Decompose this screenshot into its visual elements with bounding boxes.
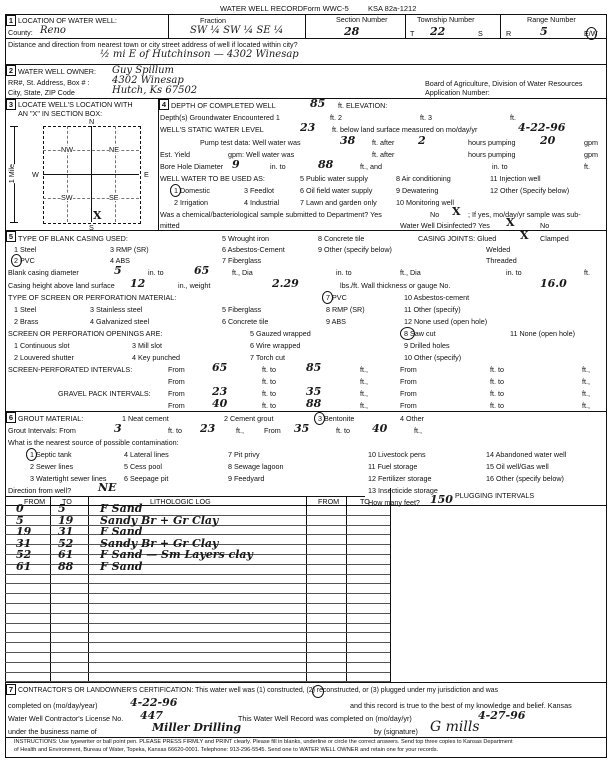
opening-4[interactable]: 4 Key punched: [132, 353, 180, 362]
gravel-from-value-1[interactable]: 23: [212, 385, 228, 398]
use-8[interactable]: 8 Air conditioning: [396, 174, 451, 183]
constructed-circle: [312, 685, 324, 698]
casing-4[interactable]: 4 ABS: [110, 256, 130, 265]
weight-value[interactable]: 2.29: [272, 277, 299, 290]
form-number: Form WWC-5: [303, 4, 349, 13]
log-to[interactable]: 31: [58, 525, 74, 539]
screen-pvc-circle: [322, 291, 333, 304]
weight-unit: lbs./ft. Wall thickness or gauge No.: [340, 281, 451, 290]
sw-label: SW: [61, 193, 73, 202]
grout-to-1[interactable]: 23: [200, 422, 216, 435]
city-label: City, State, ZIP Code: [8, 88, 75, 97]
application-label: Application Number:: [425, 88, 490, 97]
perforated-label: SCREEN-PERFORATED INTERVALS:: [8, 365, 133, 374]
saw-cut-circle: [400, 327, 415, 340]
business-label: under the business name of: [8, 727, 97, 736]
perf-from-1: From: [168, 365, 185, 374]
casing-1[interactable]: 1 Steel: [14, 245, 37, 254]
screen-9[interactable]: 9 ABS: [326, 317, 346, 326]
diameter-in: in. to: [148, 268, 164, 277]
gpm-label: gpm: [584, 138, 598, 147]
use-7[interactable]: 7 Lawn and garden only: [300, 198, 377, 207]
yield-after: ft. after: [372, 150, 395, 159]
perf-ft-1: ft.,: [360, 365, 368, 374]
how-many-feet-value[interactable]: 150: [430, 493, 453, 506]
casing-3[interactable]: 3 RMP (SR): [110, 245, 149, 254]
log-desc[interactable]: Sandy Br + Gr Clay: [100, 536, 219, 550]
groundwater-2: ft. 2: [330, 113, 342, 122]
use-5[interactable]: 5 Public water supply: [300, 174, 368, 183]
distance-value[interactable]: ½ mi E of Hutchinson — 4302 Winesap: [100, 49, 299, 60]
section-6-number: 6: [6, 412, 16, 423]
screen-label: TYPE OF SCREEN OR PERFORATION MATERIAL:: [8, 293, 177, 302]
yield-label: Est. Yield: [160, 150, 190, 159]
contam-4[interactable]: 4 Lateral lines: [124, 450, 169, 459]
log-rule: [5, 593, 390, 594]
grout-from-label-2: From: [264, 426, 281, 435]
log-rule: [5, 603, 390, 604]
use-12[interactable]: 12 Other (Specify below): [490, 186, 570, 195]
fraction-label: Fraction: [200, 16, 226, 25]
township-value[interactable]: 22: [430, 25, 446, 38]
log-rule: [5, 642, 390, 643]
groundwater-3: ft. 3: [420, 113, 432, 122]
owner-label: WATER WELL OWNER:: [18, 67, 96, 76]
perf-from-value[interactable]: 65: [212, 361, 228, 374]
gravel-from-3: From: [168, 401, 185, 410]
disinfected-label: Water Well Disinfected? Yes: [400, 221, 490, 230]
groundwater-label: Depth(s) Groundwater Encountered 1: [160, 113, 280, 122]
completed-label: completed on (mo/day/year): [8, 701, 98, 710]
section-5-number: 5: [6, 231, 16, 242]
perf-ft-3: ft.,: [360, 377, 368, 386]
height-value[interactable]: 12: [130, 277, 146, 290]
height-in: in., weight: [178, 281, 211, 290]
bore-to-value[interactable]: 88: [318, 158, 334, 171]
perf-to-3: ft. to: [262, 377, 276, 386]
grout-to-label-1: ft. to: [168, 426, 182, 435]
perf-ft-2: ft.,: [582, 365, 590, 374]
pvc-circle: [11, 254, 22, 267]
opening-10[interactable]: 10 Other (specify): [404, 353, 462, 362]
direction-value[interactable]: NE: [98, 481, 117, 494]
record-completed-label: This Water Well Record was completed on (mo/day/yr): [238, 714, 412, 723]
use-1-domestic[interactable]: 1 Domestic: [174, 186, 210, 195]
perf-from-4: From: [400, 377, 417, 386]
range-label: Range Number: [527, 15, 576, 24]
lithologic-log-header: LITHOLOGIC LOG: [150, 497, 211, 506]
gravel-ft-4: ft.,: [582, 401, 590, 410]
contam-14[interactable]: 14 Abandoned water well: [486, 450, 567, 459]
log-from[interactable]: 31: [16, 536, 32, 550]
perf-to-4: ft. to: [490, 377, 504, 386]
contam-16[interactable]: 16 Other (specify below): [486, 474, 564, 483]
use-3[interactable]: 3 Feedlot: [244, 186, 274, 195]
grout-from-1[interactable]: 3: [114, 422, 122, 435]
owner-value[interactable]: Guy Spillum: [112, 65, 175, 76]
log-to[interactable]: 52: [58, 536, 74, 550]
static-date[interactable]: 4-22-96: [518, 121, 566, 134]
well-location-mark: X: [93, 209, 102, 222]
locate-label-2: AN "X" IN SECTION BOX:: [18, 109, 103, 118]
screen-11[interactable]: 11 Other (specify): [404, 305, 461, 314]
diameter-ft-2: ft., Dia: [400, 268, 421, 277]
grout-3-bentonite[interactable]: 3 Bentonite: [318, 414, 355, 423]
log-desc[interactable]: F Sand: [100, 502, 143, 515]
disinfected-no[interactable]: No: [540, 221, 550, 230]
log-desc[interactable]: F Sand: [100, 560, 143, 573]
south-label: S: [89, 223, 94, 232]
distance-label: Distance and direction from nearest town or city street address of well if located within city?: [8, 40, 298, 49]
diameter-ft-3: ft.: [584, 268, 590, 277]
use-label: WELL WATER TO BE USED AS:: [160, 174, 265, 183]
contam-8[interactable]: 8 Sewage lagoon: [228, 462, 284, 471]
screen-12[interactable]: 12 None used (open hole): [404, 317, 488, 326]
grout-label: GROUT MATERIAL:: [18, 414, 84, 423]
section-box[interactable]: [43, 126, 139, 222]
contamination-label: What is the nearest source of possible contamination:: [8, 438, 179, 447]
signature-label: by (signature): [374, 727, 418, 736]
gravel-to-4: ft. to: [490, 401, 504, 410]
casing-label: TYPE OF BLANK CASING USED:: [18, 234, 128, 243]
opening-1[interactable]: 1 Continuous slot: [14, 341, 70, 350]
joints-clamped[interactable]: Clamped: [540, 234, 569, 243]
opening-8-saw-cut[interactable]: 8 Saw cut: [404, 329, 436, 338]
how-many-feet-label: How many feet?: [368, 498, 420, 507]
township-prefix: T: [410, 29, 415, 38]
east-label: E: [144, 170, 149, 179]
business-value[interactable]: Miller Drilling: [152, 721, 242, 734]
contam-10[interactable]: 10 Livestock pens: [368, 450, 426, 459]
diameter-label: Blank casing diameter: [8, 268, 79, 277]
elevation-label: ft. ELEVATION:: [338, 101, 388, 110]
log-from[interactable]: 52: [16, 548, 32, 562]
range-prefix: R: [506, 29, 512, 38]
instructions-line-1: INSTRUCTIONS: Use typewriter or ball point pen. PLEASE PRESS FIRMLY and PRINT clearly. Please fill in blanks, underline or circle the correct answers. Send top three copies to Kansas Department: [14, 739, 513, 745]
log-rule: [5, 632, 390, 633]
bentonite-circle: [314, 412, 325, 425]
grout-ft-1: ft.,: [236, 426, 244, 435]
log-desc[interactable]: Sandy Br + Gr Clay: [100, 513, 219, 527]
pump-hours-label: hours pumping: [468, 138, 516, 147]
use-11[interactable]: 11 Injection well: [490, 174, 541, 183]
grout-intervals-label: Grout Intervals: From: [8, 426, 76, 435]
section-2-number: 2: [6, 65, 16, 76]
log-rule: [5, 652, 390, 653]
diameter-ft: ft., Dia: [232, 268, 253, 277]
screen-5[interactable]: 5 Fiberglass: [222, 305, 262, 314]
section-4-number: 4: [159, 99, 169, 110]
gravel-label: GRAVEL PACK INTERVALS:: [58, 389, 151, 398]
log-rule: [5, 583, 390, 584]
pump-hours-value[interactable]: 2: [418, 134, 426, 147]
log-to[interactable]: 61: [58, 548, 74, 562]
static-text: ft. below land surface measured on mo/day/yr: [332, 125, 478, 134]
perf-from-3: From: [168, 377, 185, 386]
log-to[interactable]: 5: [58, 502, 66, 515]
diameter-in-3: in. to: [506, 268, 522, 277]
certification-text-2: and this record is true to the best of my knowledge and belief. Kansas: [350, 701, 572, 710]
plug-to-header: TO: [360, 497, 370, 506]
disinfected-mark: X: [506, 216, 515, 229]
domestic-circle: [170, 184, 181, 197]
screen-10[interactable]: 10 Asbestos-cement: [404, 293, 470, 302]
direction-label: Direction from well?: [8, 486, 72, 495]
gauge-value[interactable]: 16.0: [540, 277, 567, 290]
certification-text: CONTRACTOR'S OR LANDOWNER'S CERTIFICATION: This water well was (1) constructed, (2) reconstructed, or (3) plugged under my jurisdiction and was: [18, 687, 499, 694]
city-value[interactable]: Hutch, Ks 67502: [112, 85, 198, 96]
static-value[interactable]: 23: [300, 121, 316, 134]
bore-ft-2: ft.: [584, 162, 590, 171]
log-rule: [5, 574, 390, 575]
gravel-to-3: ft. to: [262, 401, 276, 410]
openings-label: SCREEN OR PERFORATION OPENINGS ARE:: [8, 329, 163, 338]
log-rule: [5, 613, 390, 614]
township-suffix: S: [478, 29, 483, 38]
log-rule: [5, 662, 390, 663]
perf-from-2: From: [400, 365, 417, 374]
bore-value[interactable]: 9: [232, 158, 240, 171]
county-value[interactable]: Reno: [40, 25, 66, 36]
contam-11[interactable]: 11 Fuel storage: [368, 462, 418, 471]
screen-7-pvc[interactable]: 7 PVC: [326, 293, 347, 302]
casing-8[interactable]: 8 Concrete tile: [318, 234, 365, 243]
groundwater-ft: ft.: [510, 113, 516, 122]
log-from[interactable]: 61: [16, 560, 32, 573]
perf-to-value[interactable]: 85: [306, 361, 322, 374]
grout-ft-2: ft.,: [414, 426, 422, 435]
township-label: Township Number: [417, 15, 475, 24]
perf-to-2: ft. to: [490, 365, 504, 374]
ne-label: NE: [109, 145, 119, 154]
yield-gpm: gpm: Well water was: [228, 150, 295, 159]
opening-9[interactable]: 9 Drilled holes: [404, 341, 450, 350]
screen-6[interactable]: 6 Concrete tile: [222, 317, 269, 326]
locate-label-1: LOCATE WELL'S LOCATION WITH: [18, 100, 133, 109]
location-label: LOCATION OF WATER WELL:: [18, 16, 117, 25]
use-10[interactable]: 10 Monitoring well: [396, 198, 454, 207]
range-value[interactable]: 5: [540, 25, 548, 38]
section-label: Section Number: [336, 15, 388, 24]
gravel-ft-3: ft.,: [360, 401, 368, 410]
signature[interactable]: G mills: [430, 719, 480, 735]
opening-11[interactable]: 11 None (open hole): [510, 329, 575, 338]
grout-to-label-2: ft. to: [336, 426, 350, 435]
county-label: County:: [8, 28, 33, 37]
opening-2[interactable]: 2 Louvered shutter: [14, 353, 74, 362]
bore-ft: ft., and: [360, 162, 382, 171]
screen-3[interactable]: 3 Stainless steel: [90, 305, 143, 314]
static-label: WELL'S STATIC WATER LEVEL: [160, 125, 264, 134]
opening-3[interactable]: 3 Mill slot: [132, 341, 162, 350]
fraction-value[interactable]: SW ¼ SW ¼ SE ¼: [190, 25, 284, 36]
contam-13[interactable]: 13 Insecticide storage: [368, 486, 438, 495]
septic-circle: [26, 448, 37, 461]
contam-9[interactable]: 9 Feedyard: [228, 474, 265, 483]
gravel-from-value-2[interactable]: 40: [212, 397, 228, 410]
opening-6[interactable]: 6 Wire wrapped: [250, 341, 301, 350]
gravel-to-value-1[interactable]: 35: [306, 385, 322, 398]
log-desc[interactable]: F Sand — Sm Layers clay: [100, 548, 253, 562]
gravel-from-1: From: [168, 389, 185, 398]
bore-label: Bore Hole Diameter: [160, 162, 224, 171]
sample-no[interactable]: No: [430, 210, 440, 219]
grout-4[interactable]: 4 Other: [400, 414, 424, 423]
mile-scale: 1 Mile: [6, 164, 16, 184]
plug-from-header: FROM: [318, 497, 340, 506]
diameter-value[interactable]: 5: [114, 264, 122, 277]
joints-label: CASING JOINTS: Glued: [418, 234, 497, 243]
depth-label: DEPTH OF COMPLETED WELL: [171, 101, 276, 110]
casing-7[interactable]: 7 Fiberglass: [222, 256, 262, 265]
height-label: Casing height above land surface: [8, 281, 115, 290]
contam-6[interactable]: 6 Seepage pit: [124, 474, 169, 483]
log-to[interactable]: 19: [58, 513, 74, 527]
casing-9[interactable]: 9 Other (specify below): [318, 245, 392, 254]
depth-value[interactable]: 85: [310, 97, 326, 110]
use-2[interactable]: 2 Irrigation: [174, 198, 208, 207]
gravel-from-4: From: [400, 401, 417, 410]
screen-8[interactable]: 8 RMP (SR): [326, 305, 365, 314]
log-from-header: FROM: [24, 497, 46, 506]
casing-2-pvc[interactable]: 2 PVC: [14, 256, 35, 265]
diameter-in-2: in. to: [336, 268, 352, 277]
joints-threaded[interactable]: Threaded: [486, 256, 517, 265]
use-6[interactable]: 6 Oil field water supply: [300, 186, 373, 195]
screen-4[interactable]: 4 Galvanized steel: [90, 317, 150, 326]
use-4[interactable]: 4 Industrial: [244, 198, 280, 207]
log-to-header: TO: [62, 497, 72, 506]
sample-mitted: mitted: [160, 221, 180, 230]
use-9[interactable]: 9 Dewatering: [396, 186, 439, 195]
grout-2[interactable]: 2 Cement grout: [224, 414, 274, 423]
ksa-number: KSA 82a-1212: [368, 4, 417, 13]
bore-in: in. to: [270, 162, 286, 171]
diameter-to-value[interactable]: 65: [194, 264, 210, 277]
screen-2[interactable]: 2 Brass: [14, 317, 39, 326]
pump-ft-value[interactable]: 38: [340, 134, 356, 147]
record-completed-value[interactable]: 4-27-96: [478, 709, 526, 722]
log-from[interactable]: 19: [16, 525, 32, 539]
joints-mark: X: [520, 229, 529, 242]
gravel-to-value-2[interactable]: 88: [306, 397, 322, 410]
gravel-to-2: ft. to: [490, 389, 504, 398]
perf-to-1: ft. to: [262, 365, 276, 374]
grout-1[interactable]: 1 Neat cement: [122, 414, 169, 423]
log-desc[interactable]: F Sand: [100, 525, 143, 539]
license-label: Water Well Contractor's License No.: [8, 714, 124, 723]
pump-after: ft. after: [372, 138, 395, 147]
yield-unit: gpm: [584, 150, 598, 159]
west-label: W: [32, 170, 39, 179]
contam-5[interactable]: 5 Cess pool: [124, 462, 162, 471]
nw-label: NW: [61, 145, 73, 154]
contam-12[interactable]: 12 Fertilizer storage: [368, 474, 432, 483]
section-7-number: 7: [6, 684, 16, 695]
log-to[interactable]: 88: [58, 560, 74, 573]
gravel-ft-1: ft.,: [360, 389, 368, 398]
north-label: N: [89, 117, 95, 126]
log-from[interactable]: 0: [16, 502, 24, 515]
gravel-ft-2: ft.,: [582, 389, 590, 398]
grout-to-2[interactable]: 40: [372, 422, 388, 435]
sample-label: Was a chemical/bacteriological sample submitted to Department? Yes: [160, 210, 382, 219]
perf-ft-4: ft.,: [582, 377, 590, 386]
section-value[interactable]: 28: [344, 25, 360, 38]
contam-1-septic[interactable]: 1 Septic tank: [30, 450, 72, 459]
opening-7[interactable]: 7 Torch cut: [250, 353, 286, 362]
bore-in-2: in. to: [492, 162, 508, 171]
se-label: SE: [109, 193, 119, 202]
board-label: Board of Agriculture, Division of Water Resources: [425, 79, 583, 88]
section-1-number: 1: [6, 15, 16, 26]
contam-3[interactable]: 3 Watertight sewer lines: [30, 474, 107, 483]
sample-mark: X: [452, 205, 461, 218]
log-rule: [5, 623, 390, 624]
pump-gpm-value[interactable]: 20: [540, 134, 556, 147]
completed-value[interactable]: 4-22-96: [130, 696, 178, 709]
gravel-from-2: From: [400, 389, 417, 398]
screen-1[interactable]: 1 Steel: [14, 305, 37, 314]
grout-from-2[interactable]: 35: [294, 422, 310, 435]
sample-text: ; If yes, mo/day/yr sample was sub-: [468, 210, 581, 219]
casing-5[interactable]: 5 Wrought iron: [222, 234, 270, 243]
instructions-line-2: of Health and Environment, Bureau of Water, Topeka, Kansas 66620-0001. Telephone: 913-296-5545. Send one to WATER WELL OWNER and retain one for your records.: [14, 747, 439, 753]
range-e-circle: [586, 27, 597, 40]
contam-2[interactable]: 2 Sewer lines: [30, 462, 74, 471]
gravel-to-1: ft. to: [262, 389, 276, 398]
opening-5[interactable]: 5 Gauzed wrapped: [250, 329, 311, 338]
joints-welded[interactable]: Welded: [486, 245, 511, 254]
contam-7[interactable]: 7 Pit privy: [228, 450, 260, 459]
pump-label: Pump test data: Well water was: [200, 138, 301, 147]
yield-hours: hours pumping: [468, 150, 516, 159]
log-from[interactable]: 5: [16, 513, 24, 527]
log-rule: [5, 672, 390, 673]
range-suffix: E/W: [584, 29, 598, 38]
plugging-header: PLUGGING INTERVALS: [455, 491, 535, 500]
casing-6[interactable]: 6 Asbestos-Cement: [222, 245, 285, 254]
address-value[interactable]: 4302 Winesap: [112, 75, 184, 86]
section-3-number: 3: [6, 99, 16, 110]
license-value[interactable]: 447: [140, 709, 163, 722]
form-title: WATER WELL RECORD: [220, 4, 304, 13]
address-label: RR#, St. Address, Box # :: [8, 78, 90, 87]
contam-15[interactable]: 15 Oil well/Gas well: [486, 462, 549, 471]
